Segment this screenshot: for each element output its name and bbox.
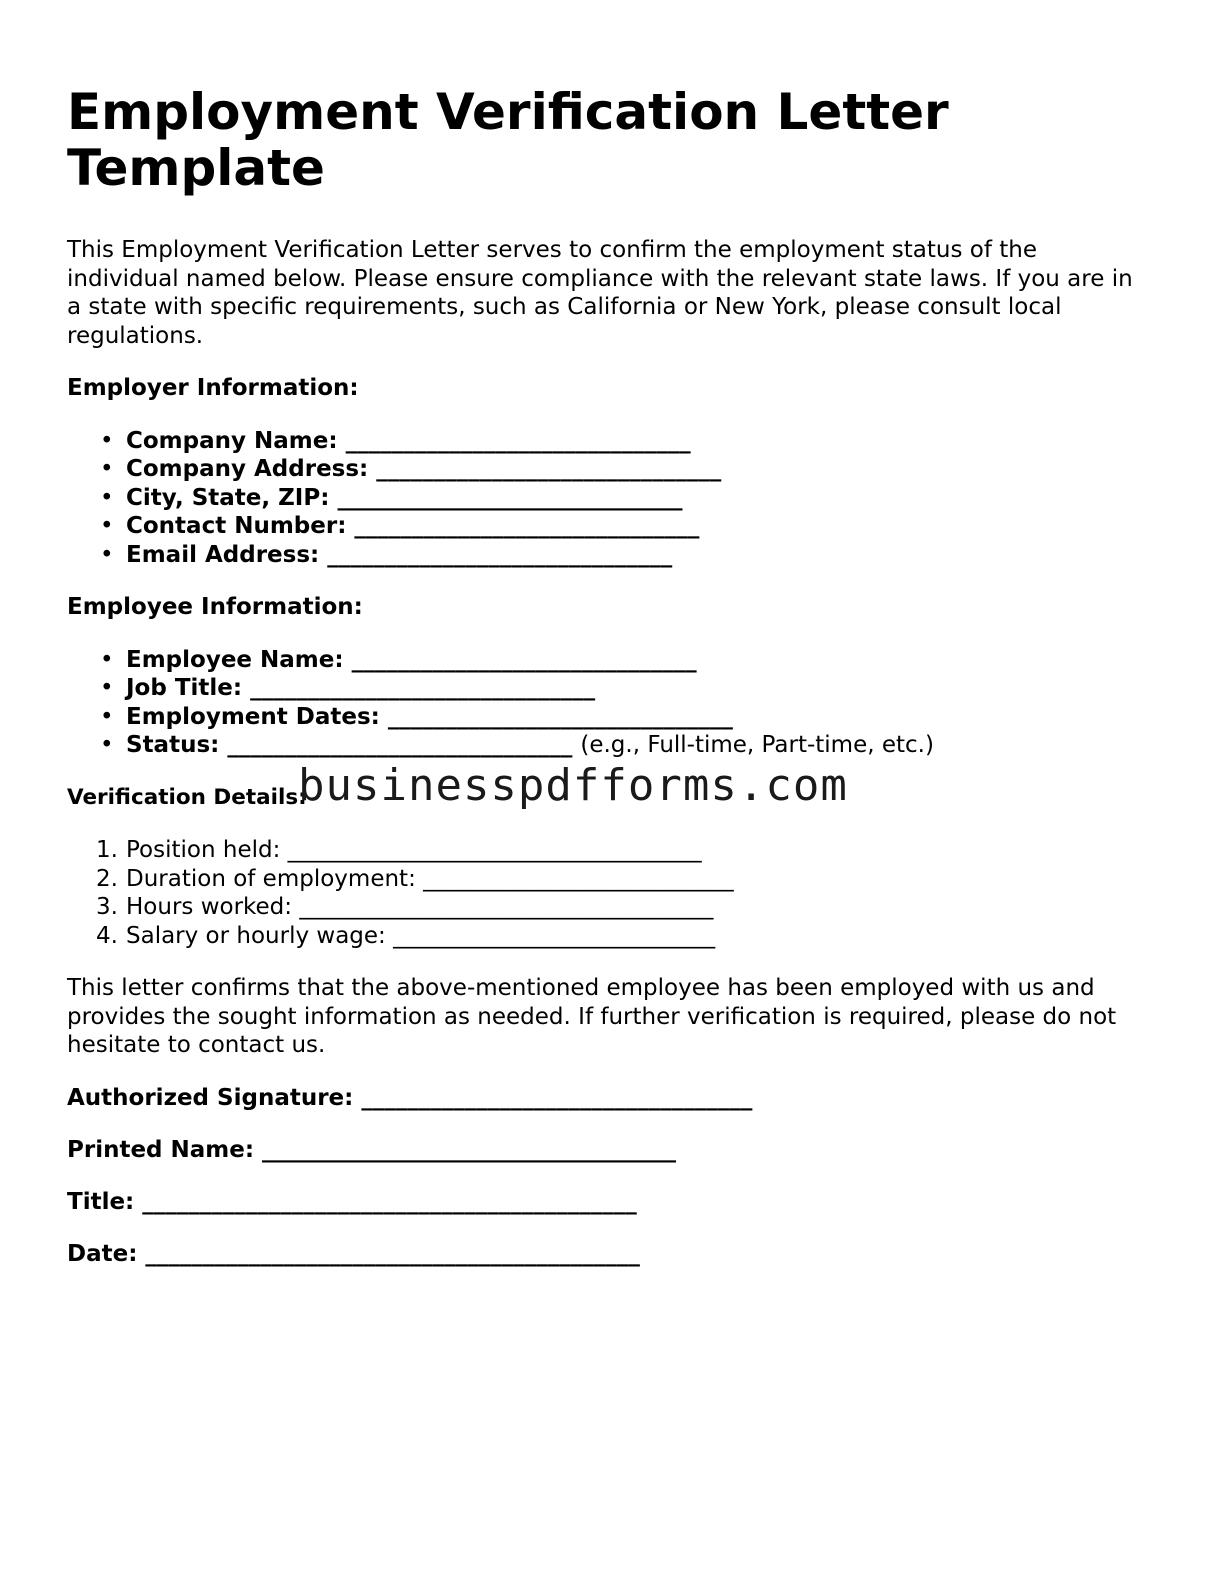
document-page [67, 84, 1152, 1268]
date-line[interactable]: Date: ___________________________________________ [67, 1240, 640, 1267]
email-address-blank[interactable]: ______________________________ [327, 541, 673, 568]
verification-list [67, 836, 1152, 950]
contact-number-field: • Contact Number: ______________________________ [100, 513, 700, 539]
closing-paragraph: This letter confirms that the above-mentioned employee has been employed with us and provides the sought information as needed. If further verification is required, please do not hesitate to contact us. [67, 975, 1117, 1058]
employment-dates-blank[interactable]: ______________________________ [387, 703, 733, 730]
verification-heading: Verification Details: [67, 784, 307, 810]
status-blank[interactable]: ______________________________ [227, 732, 573, 758]
company-address-blank[interactable]: ______________________________ [376, 456, 722, 482]
employee-name-blank[interactable]: ______________________________ [351, 646, 697, 673]
salary-item[interactable]: 4. Salary or hourly wage: ____________________________ [96, 922, 716, 949]
employee-heading: Employee Information: [67, 594, 363, 620]
employee-fields [67, 646, 1152, 760]
status-field: • Status: ______________________________ (e.g., Full-time, Part-time, etc.) [100, 732, 934, 758]
watermark-text: businesspdfforms.com [298, 760, 848, 811]
employer-heading: Employer Information: [67, 375, 359, 401]
employee-name-field: • Employee Name: ______________________________ [100, 646, 697, 673]
hours-worked-item[interactable]: 3. Hours worked: ____________________________________ [96, 894, 714, 920]
company-name-blank[interactable]: ______________________________ [345, 427, 691, 454]
authorized-signature-line[interactable]: Authorized Signature: __________________________________ [67, 1084, 753, 1111]
company-address-field: • Company Address: ______________________________ [100, 456, 722, 482]
email-address-field: • Email Address: ______________________________ [100, 541, 673, 568]
employment-dates-field: • Employment Dates: ______________________________ [100, 703, 733, 730]
employer-fields [67, 427, 1152, 570]
job-title-field: • Job Title: ______________________________ [100, 675, 596, 701]
intro-paragraph: This Employment Verification Letter serves to confirm the employment status of the individual named below. Please ensure compliance with the relevant state laws. If you are in a state with specific requirements, such as California or New York, please consult local regulations. [67, 237, 1133, 349]
printed-name-line[interactable]: Printed Name: ____________________________________ [67, 1136, 677, 1163]
city-state-zip-field: • City, State, ZIP: ______________________________ [100, 484, 683, 511]
city-state-zip-blank[interactable]: ______________________________ [337, 484, 683, 511]
contact-number-blank[interactable]: ______________________________ [354, 513, 700, 539]
job-title-blank[interactable]: ______________________________ [250, 675, 596, 701]
title-line[interactable]: Title: ___________________________________________ [67, 1188, 637, 1215]
status-hint: (e.g., Full-time, Part-time, etc.) [580, 732, 934, 758]
company-name-field: • Company Name: ______________________________ [100, 427, 691, 454]
position-held-item[interactable]: 1. Position held: ____________________________________ [96, 837, 702, 863]
document-title: Employment Verification Letter Template [67, 83, 949, 197]
duration-item[interactable]: 2. Duration of employment: ___________________________ [96, 865, 734, 892]
